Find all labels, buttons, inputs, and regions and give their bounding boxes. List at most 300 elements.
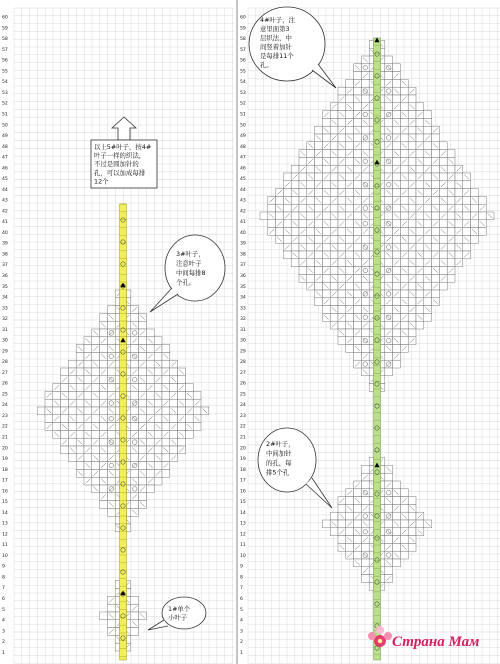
stitch-cell [408, 512, 416, 520]
stitch-cell [416, 196, 424, 204]
row-number: 4 [2, 618, 5, 624]
stitch-cell [107, 368, 115, 376]
stitch-cell [424, 235, 432, 243]
stitch-cell [53, 407, 61, 415]
stitch-cell [92, 352, 100, 360]
callout-line: 意里面第3 [260, 25, 290, 33]
stitch-cell [408, 126, 416, 134]
row-number: 24 [240, 403, 246, 409]
stitch-cell [455, 204, 463, 212]
callout-line: 排5个孔 [266, 468, 290, 477]
stitch-cell [84, 407, 92, 415]
stitch-cell [283, 173, 291, 181]
stitch-cell [416, 103, 424, 111]
stitch-cell [92, 477, 100, 485]
stitch-cell [307, 181, 315, 189]
stitch-cell [322, 306, 330, 314]
stitch-cell [100, 360, 108, 368]
row-number: 51 [240, 112, 246, 118]
stitch-cell [315, 204, 323, 212]
row-number: 5 [2, 607, 5, 613]
stitch-cell [61, 399, 69, 407]
stitch-cell [146, 469, 154, 477]
stitch-cell [154, 337, 162, 345]
stitch-cell [385, 150, 393, 158]
stitch-cell [432, 134, 440, 142]
row-number: 57 [240, 47, 246, 53]
stitch-cell [361, 465, 369, 473]
stitch-cell [354, 321, 362, 329]
stitch-cell [315, 189, 323, 197]
stitch-cell [100, 407, 108, 415]
stitch-cell [338, 274, 346, 282]
stitch-cell [299, 204, 307, 212]
stitch-cell [330, 313, 338, 321]
stitch-cell [322, 259, 330, 267]
stitch-cell [299, 235, 307, 243]
stitch-cell [100, 438, 108, 446]
stitch-cell [424, 313, 432, 321]
callout-line: 个孔。 [176, 278, 196, 287]
stitch-cell [146, 376, 154, 384]
row-number: 5 [240, 607, 243, 613]
stitch-cell [162, 391, 170, 399]
stitch-cell [424, 142, 432, 150]
stitch-cell [92, 399, 100, 407]
stitch-cell [139, 493, 147, 501]
stitch-cell [100, 501, 108, 509]
stitch-cell [185, 399, 193, 407]
row-number: 48 [240, 144, 246, 150]
row-number: 60 [240, 15, 246, 21]
stitch-cell [361, 64, 369, 72]
stitch-cell [170, 384, 178, 392]
stitch-cell [393, 189, 401, 197]
stitch-cell [107, 462, 115, 470]
stitch-cell [107, 477, 115, 485]
stitch-cell [455, 251, 463, 259]
stitch-cell [178, 438, 186, 446]
row-number: 2 [240, 640, 243, 646]
stitch-cell [393, 126, 401, 134]
stitch-cell [463, 212, 471, 220]
stitch-cell [361, 173, 369, 181]
stitch-cell [393, 497, 401, 505]
stitch-cell [291, 165, 299, 173]
stitch-cell [84, 376, 92, 384]
row-number: 23 [2, 413, 8, 419]
stitch-cell [291, 181, 299, 189]
stitch-cell [432, 181, 440, 189]
stitch-cell [307, 228, 315, 236]
stitch-cell [408, 298, 416, 306]
stitch-cell [439, 142, 447, 150]
stitch-cell [393, 204, 401, 212]
stitch-cell [361, 204, 369, 212]
stitch-cell [439, 220, 447, 228]
stitch-cell [322, 181, 330, 189]
stitch-cell [346, 126, 354, 134]
stitch-cell [338, 165, 346, 173]
stitch-cell [315, 235, 323, 243]
row-number: 58 [240, 37, 246, 43]
stitch-cell [131, 454, 139, 462]
row-number: 21 [2, 435, 8, 441]
stitch-cell [385, 165, 393, 173]
stitch-cell [299, 220, 307, 228]
row-number: 7 [2, 586, 5, 592]
stitch-cell [416, 290, 424, 298]
stitch-cell [107, 384, 115, 392]
stitch-cell [330, 204, 338, 212]
stitch-cell [361, 79, 369, 87]
stitch-cell [424, 173, 432, 181]
stitch-cell [400, 243, 408, 251]
row-number: 3 [2, 629, 5, 635]
stitch-cell [447, 181, 455, 189]
stitch-cell [146, 438, 154, 446]
stitch-cell [393, 173, 401, 181]
row-number: 6 [240, 597, 243, 603]
stitch-cell [291, 196, 299, 204]
stitch-cell [68, 423, 76, 431]
stitch-cell [400, 520, 408, 528]
stitch-cell [139, 337, 147, 345]
stitch-cell [400, 103, 408, 111]
stitch-cell [432, 259, 440, 267]
stitch-cell [393, 220, 401, 228]
row-number: 40 [2, 230, 8, 236]
stitch-cell [354, 134, 362, 142]
stitch-cell [385, 567, 393, 575]
stitch-cell [393, 512, 401, 520]
stitch-cell [100, 423, 108, 431]
stitch-cell [361, 142, 369, 150]
stitch-cell [139, 462, 147, 470]
stitch-cell [330, 235, 338, 243]
stitch-cell [315, 267, 323, 275]
row-number: 19 [240, 457, 246, 463]
stitch-cell [455, 189, 463, 197]
stitch-cell [408, 142, 416, 150]
stitch-cell [139, 415, 147, 423]
stitch-cell [424, 111, 432, 119]
row-number: 37 [240, 263, 246, 269]
stitch-cell [338, 520, 346, 528]
stitch-cell [299, 173, 307, 181]
stitch-cell [68, 391, 76, 399]
stitch-cell [178, 407, 186, 415]
stitch-cell [408, 267, 416, 275]
stitch-cell [346, 220, 354, 228]
stitch-cell [385, 306, 393, 314]
stitch-cell [283, 235, 291, 243]
stitch-cell [408, 189, 416, 197]
stitch-cell [315, 282, 323, 290]
stitch-cell [68, 376, 76, 384]
row-number: 8 [2, 575, 5, 581]
stitch-cell [400, 551, 408, 559]
stitch-cell [107, 415, 115, 423]
row-number: 38 [2, 252, 8, 258]
stitch-cell [408, 235, 416, 243]
stitch-cell [393, 528, 401, 536]
stitch-cell [76, 415, 84, 423]
row-number: 23 [240, 413, 246, 419]
stitch-cell [322, 243, 330, 251]
row-number: 29 [240, 349, 246, 355]
stitch-cell [361, 559, 369, 567]
stitch-cell [276, 228, 284, 236]
stitch-cell [424, 282, 432, 290]
stitch-cell [146, 345, 154, 353]
stitch-cell [330, 189, 338, 197]
stitch-cell [322, 228, 330, 236]
stitch-cell [170, 446, 178, 454]
stitch-cell [447, 274, 455, 282]
stitch-cell [299, 157, 307, 165]
stitch-cell [393, 111, 401, 119]
row-number: 4 [240, 618, 243, 624]
stitch-cell [322, 196, 330, 204]
row-number: 37 [2, 263, 8, 269]
stitch-cell [61, 384, 69, 392]
stitch-cell [354, 290, 362, 298]
stitch-cell [346, 497, 354, 505]
stitch-cell [385, 134, 393, 142]
stitch-cell [260, 212, 268, 220]
stitch-cell [154, 462, 162, 470]
stitch-cell [408, 220, 416, 228]
callout-line: 孔，可以加成每排 [94, 168, 146, 177]
stitch-cell [322, 290, 330, 298]
row-number: 46 [240, 166, 246, 172]
stitch-cell [361, 497, 369, 505]
stitch-cell [315, 298, 323, 306]
stitch-cell [471, 235, 479, 243]
row-number: 19 [2, 457, 8, 463]
stitch-cell [330, 512, 338, 520]
stitch-cell [162, 454, 170, 462]
stitch-cell [154, 415, 162, 423]
row-number: 16 [2, 489, 8, 495]
stitch-cell [330, 528, 338, 536]
stitch-cell [447, 259, 455, 267]
row-number: 25 [2, 392, 8, 398]
stitch-cell [361, 528, 369, 536]
stitch-cell [424, 251, 432, 259]
row-number: 14 [2, 510, 8, 516]
stitch-cell [185, 430, 193, 438]
stitch-cell [330, 111, 338, 119]
stitch-cell [330, 282, 338, 290]
stitch-cell [100, 329, 108, 337]
row-number: 28 [240, 360, 246, 366]
stitch-cell [424, 267, 432, 275]
stitch-cell [346, 95, 354, 103]
stitch-cell [361, 512, 369, 520]
stitch-cell [416, 134, 424, 142]
callout-line: 间竖着加针 [260, 43, 292, 51]
stitch-cell [346, 298, 354, 306]
stitch-cell [131, 596, 139, 604]
callout-line: 不过是圆加针的 [94, 160, 139, 169]
stitch-cell [330, 298, 338, 306]
row-number: 3 [240, 629, 243, 635]
stitch-cell [162, 469, 170, 477]
stitch-cell [146, 485, 154, 493]
stitch-cell [68, 454, 76, 462]
stitch-cell [385, 337, 393, 345]
stitch-cell [447, 150, 455, 158]
stitch-cell [361, 282, 369, 290]
stitch-cell [385, 274, 393, 282]
stitch-cell [361, 298, 369, 306]
row-number: 34 [240, 295, 246, 301]
stitch-cell [385, 87, 393, 95]
row-number: 24 [2, 403, 8, 409]
stitch-cell [268, 204, 276, 212]
stitch-cell [299, 251, 307, 259]
stitch-cell [346, 313, 354, 321]
stitch-cell [455, 173, 463, 181]
row-number: 43 [2, 198, 8, 204]
stitch-cell [107, 321, 115, 329]
stitch-cell [139, 321, 147, 329]
stitch-cell [408, 157, 416, 165]
row-number: 53 [2, 90, 8, 96]
stitch-cell [385, 181, 393, 189]
stitch-cell [354, 259, 362, 267]
stitch-cell [61, 368, 69, 376]
stitch-cell [268, 220, 276, 228]
stitch-cell [193, 423, 201, 431]
stitch-cell [346, 111, 354, 119]
row-number: 28 [2, 360, 8, 366]
stitch-cell [139, 430, 147, 438]
stitch-cell [400, 134, 408, 142]
stitch-cell [330, 142, 338, 150]
stitch-cell [315, 126, 323, 134]
stitch-cell [330, 251, 338, 259]
stitch-cell [393, 95, 401, 103]
stitch-cell [432, 290, 440, 298]
stitch-cell [84, 469, 92, 477]
stitch-cell [338, 103, 346, 111]
stitch-cell [154, 477, 162, 485]
stitch-cell [393, 360, 401, 368]
stitch-cell [463, 228, 471, 236]
stitch-cell [346, 204, 354, 212]
row-number: 43 [240, 198, 246, 204]
stitch-cell [315, 157, 323, 165]
stitch-cell [68, 438, 76, 446]
stitch-cell [154, 446, 162, 454]
stitch-cell [439, 157, 447, 165]
callout-line: 中间加针 [266, 449, 292, 458]
stitch-cell [276, 196, 284, 204]
stitch-cell [131, 423, 139, 431]
stitch-cell [76, 352, 84, 360]
stitch-cell [146, 423, 154, 431]
stitch-cell [100, 454, 108, 462]
stitch-cell [361, 235, 369, 243]
stitch-cell [385, 551, 393, 559]
stitch-cell [439, 173, 447, 181]
stitch-cell [478, 212, 486, 220]
row-number: 20 [2, 446, 8, 452]
stitch-cell [131, 360, 139, 368]
stitch-cell [385, 243, 393, 251]
stitch-cell [400, 536, 408, 544]
stitch-cell [307, 196, 315, 204]
stitch-cell [76, 384, 84, 392]
stitch-cell [361, 189, 369, 197]
stitch-cell [346, 235, 354, 243]
stitch-cell [338, 228, 346, 236]
row-number: 52 [2, 101, 8, 107]
stitch-cell [447, 243, 455, 251]
stitch-cell [432, 228, 440, 236]
stitch-cell [107, 430, 115, 438]
stitch-cell [170, 430, 178, 438]
stitch-cell [400, 118, 408, 126]
stitch-cell [400, 274, 408, 282]
stitch-cell [170, 399, 178, 407]
stitch-cell [330, 267, 338, 275]
callout-line: 2#叶子， [266, 440, 295, 448]
stitch-cell [84, 438, 92, 446]
stitch-cell [354, 504, 362, 512]
row-number: 22 [2, 424, 8, 430]
stitch-cell [354, 72, 362, 80]
stitch-cell [354, 243, 362, 251]
stitch-cell [283, 220, 291, 228]
stitch-cell [346, 251, 354, 259]
stitch-cell [361, 575, 369, 583]
row-number: 59 [240, 26, 246, 32]
stitch-cell [291, 228, 299, 236]
stitch-cell [276, 212, 284, 220]
stitch-cell [92, 337, 100, 345]
stitch-cell [162, 438, 170, 446]
row-number: 18 [2, 467, 8, 473]
stitch-cell [393, 235, 401, 243]
stitch-cell [393, 559, 401, 567]
stitch-cell [139, 446, 147, 454]
stitch-cell [291, 212, 299, 220]
row-number: 20 [240, 446, 246, 452]
stitch-cell [100, 485, 108, 493]
stitch-cell [330, 220, 338, 228]
stitch-cell [447, 228, 455, 236]
stitch-cell [439, 282, 447, 290]
stitch-cell [354, 274, 362, 282]
callout-left-top [91, 140, 157, 188]
stitch-cell [185, 384, 193, 392]
stitch-cell [315, 142, 323, 150]
stitch-cell [162, 407, 170, 415]
stitch-cell [346, 528, 354, 536]
stitch-cell [291, 243, 299, 251]
stitch-cell [139, 368, 147, 376]
stitch-cell [354, 165, 362, 173]
stitch-cell [131, 612, 139, 620]
stitch-cell [416, 228, 424, 236]
stitch-cell [178, 376, 186, 384]
stitch-cell [408, 95, 416, 103]
stitch-cell [162, 423, 170, 431]
